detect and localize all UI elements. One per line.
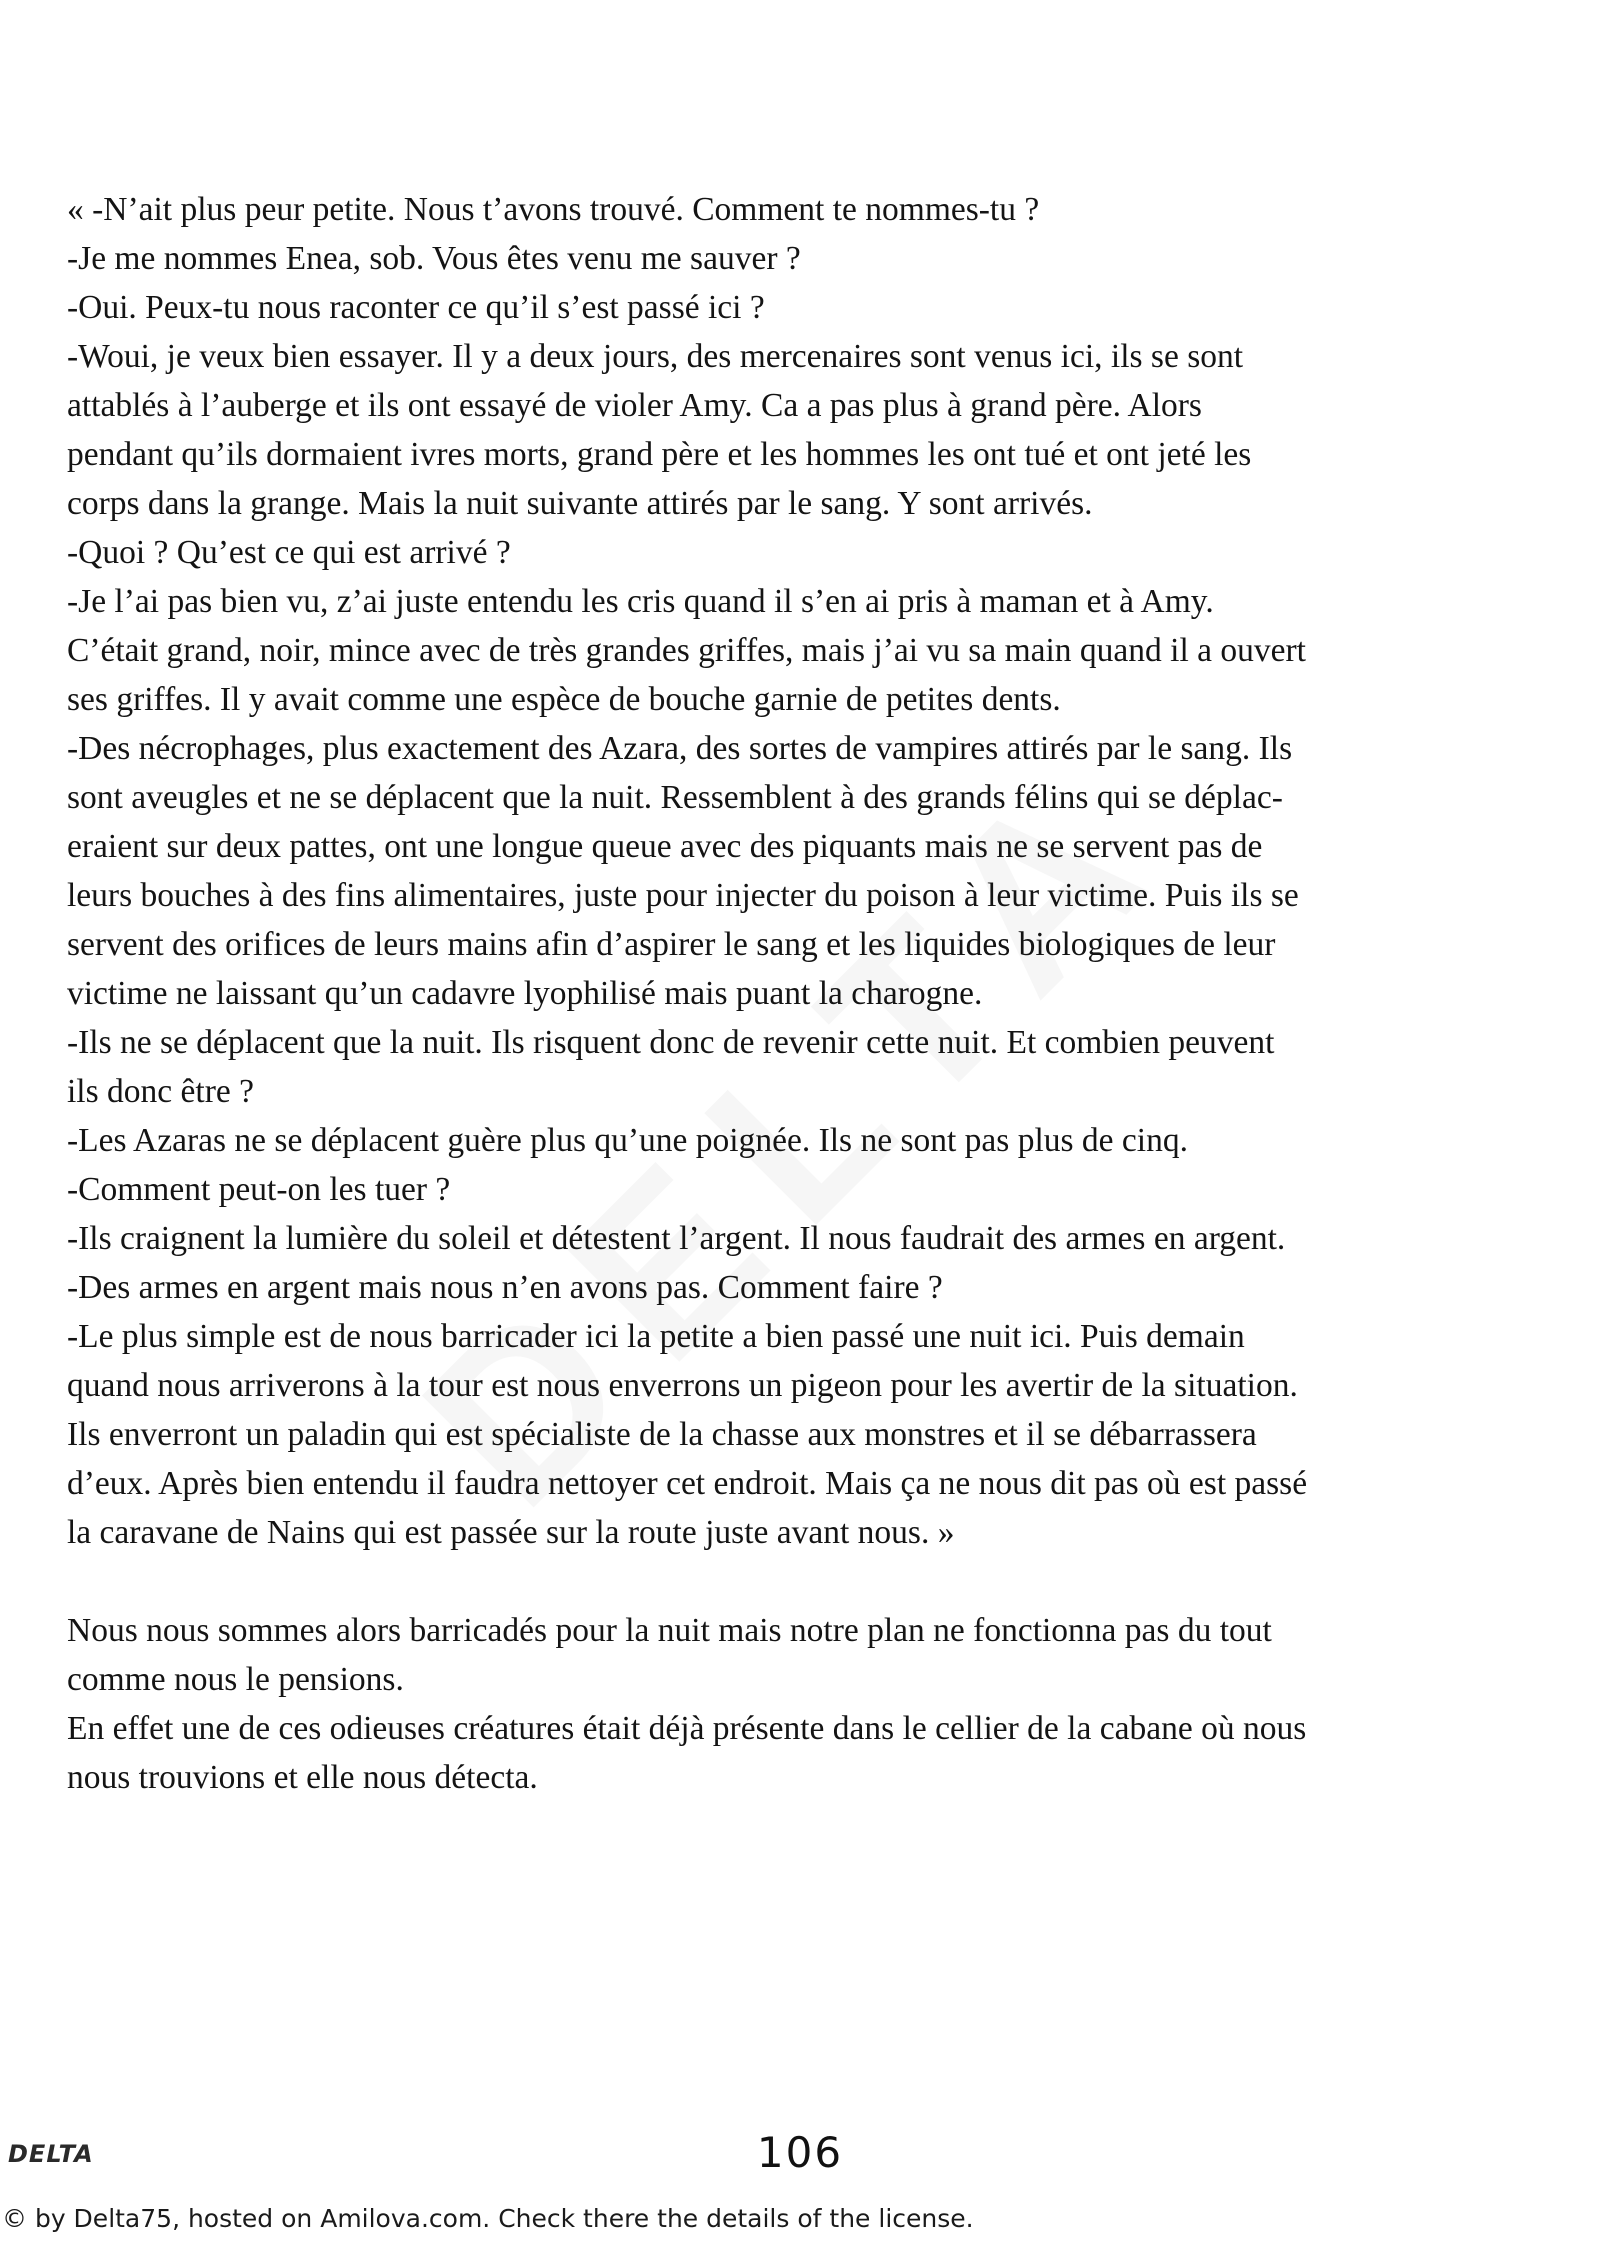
text-line: nous trouvions et elle nous détecta.: [67, 1759, 538, 1796]
text-line: -Oui. Peux-tu nous raconter ce qu’il s’est passé ici ?: [67, 289, 765, 326]
paragraph-gap: [67, 1557, 1587, 1606]
text-line: -Des nécrophages, plus exactement des Azara, des sortes de vampires attirés par le sang. Ils: [67, 730, 1293, 767]
text-line: C’était grand, noir, mince avec de très grandes griffes, mais j’ai vu sa main quand il a ouvert: [67, 632, 1306, 669]
text-line: Ils enverront un paladin qui est spécialiste de la chasse aux monstres et il se débarrassera: [67, 1416, 1257, 1453]
text-line: -Je l’ai pas bien vu, z’ai juste entendu les cris quand il s’en ai pris à maman et à Amy.: [67, 583, 1214, 620]
text-line: « -N’ait plus peur petite. Nous t’avons trouvé. Comment te nommes-tu ?: [67, 191, 1040, 228]
page-number: 106: [756, 2128, 844, 2177]
text-line: -Le plus simple est de nous barricader ici la petite a bien passé une nuit ici. Puis demain: [67, 1318, 1245, 1355]
text-line: ils donc être ?: [67, 1073, 254, 1110]
text-line: sont aveugles et ne se déplacent que la nuit. Ressemblent à des grands félins qui se déplac-: [67, 779, 1283, 816]
text-line: comme nous le pensions.: [67, 1661, 404, 1698]
text-line: eraient sur deux pattes, ont une longue queue avec des piquants mais ne se servent pas de: [67, 828, 1263, 865]
text-line: attablés à l’auberge et ils ont essayé de violer Amy. Ca a pas plus à grand père. Alors: [67, 387, 1202, 424]
text-line: d’eux. Après bien entendu il faudra nettoyer cet endroit. Mais ça ne nous dit pas où est passé: [67, 1465, 1308, 1502]
text-line: En effet une de ces odieuses créatures était déjà présente dans le cellier de la cabane où nous: [67, 1710, 1307, 1747]
text-line: Nous nous sommes alors barricadés pour la nuit mais notre plan ne fonctionna pas du tout: [67, 1612, 1272, 1649]
text-line: -Les Azaras ne se déplacent guère plus qu’une poignée. Ils ne sont pas plus de cinq.: [67, 1122, 1188, 1159]
text-line: la caravane de Nains qui est passée sur la route juste avant nous. »: [67, 1514, 955, 1551]
text-line: -Je me nommes Enea, sob. Vous êtes venu me sauver ?: [67, 240, 801, 277]
page-body: [67, 185, 1587, 1802]
text-line: -Ils ne se déplacent que la nuit. Ils risquent donc de revenir cette nuit. Et combien peuvent: [67, 1024, 1275, 1061]
text-line: -Comment peut-on les tuer ?: [67, 1171, 451, 1208]
license-notice: © by Delta75, hosted on Amilova.com. Check there the details of the license.: [2, 2204, 974, 2233]
text-line: leurs bouches à des fins alimentaires, juste pour injecter du poison à leur victime. Puis ils se: [67, 877, 1299, 914]
text-line: -Quoi ? Qu’est ce qui est arrivé ?: [67, 534, 511, 571]
text-line: quand nous arriverons à la tour est nous enverrons un pigeon pour les avertir de la situation.: [67, 1367, 1298, 1404]
text-line: victime ne laissant qu’un cadavre lyophilisé mais puant la charogne.: [67, 975, 983, 1012]
text-line: -Ils craignent la lumière du soleil et détestent l’argent. Il nous faudrait des armes en argent.: [67, 1220, 1286, 1257]
text-line: -Des armes en argent mais nous n’en avons pas. Comment faire ?: [67, 1269, 943, 1306]
text-line: corps dans la grange. Mais la nuit suivante attirés par le sang. Y sont arrivés.: [67, 485, 1093, 522]
text-line: ses griffes. Il y avait comme une espèce de bouche garnie de petites dents.: [67, 681, 1061, 718]
delta-logo: DELTA: [8, 2140, 94, 2168]
text-line: pendant qu’ils dormaient ivres morts, grand père et les hommes les ont tué et ont jeté les: [67, 436, 1252, 473]
text-line: servent des orifices de leurs mains afin d’aspirer le sang et les liquides biologiques de leur: [67, 926, 1276, 963]
text-line: -Woui, je veux bien essayer. Il y a deux jours, des mercenaires sont venus ici, ils se sont: [67, 338, 1244, 375]
